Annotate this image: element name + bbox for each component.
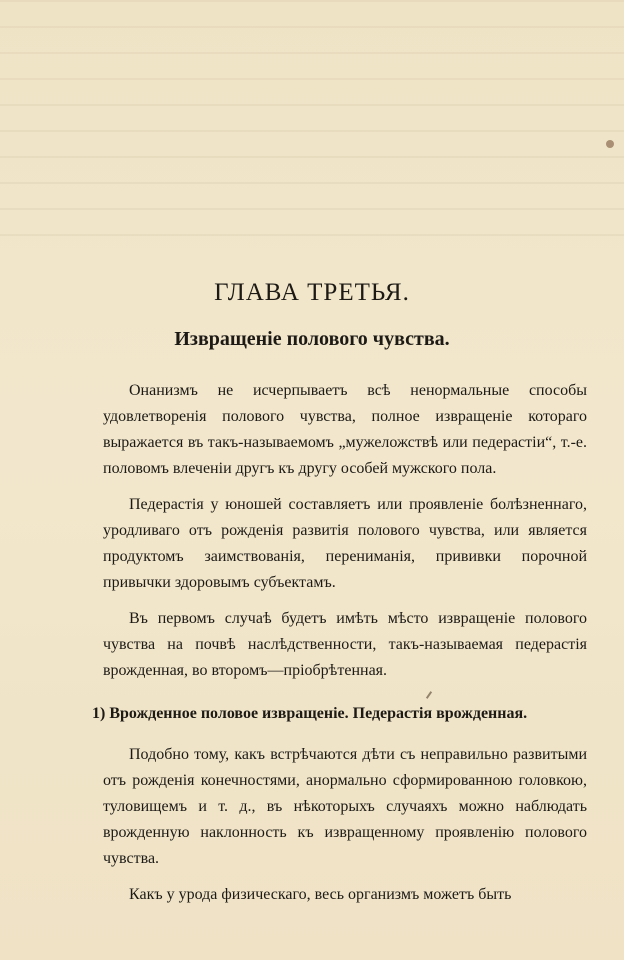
show-through-text — [0, 0, 624, 260]
chapter-title: Извращеніе полового чувства. — [174, 328, 450, 350]
paragraph-1: Онанизмъ не исчерпываетъ всѣ ненормальные способы удовлетворенія полового чувства, полное извращеніе котораго выражается въ такъ-называемомъ „мужеложствѣ или педерастіи“, т.-е. половомъ влеченіи другъ къ другу особей мужского пола. — [103, 382, 587, 477]
paragraph-5: Какъ у урода физическаго, весь организмъ можетъ быть — [129, 886, 512, 903]
paragraph-4: Подобно тому, какъ встрѣчаются дѣти съ неправильно развитыми отъ рожденія конечностями, анормально сформированною головкою, туловищемъ и т. д., въ нѣкоторыхъ случаяхъ можно наблюдать врожденную наклонность къ извращенному проявленію полового чувства. — [103, 746, 587, 867]
paragraph-2: Педерастія у юношей составляетъ или проявленіе болѣзненнаго, уродливаго отъ рожденія развитія полового чувства, или является продуктомъ заимствованія, перениманія, прививки порочной привычки здоровымъ субъектамъ. — [103, 496, 587, 591]
section-body — [103, 742, 587, 918]
paragraph-3: Въ первомъ случаѣ будетъ имѣть мѣсто извращеніе полового чувства на почвѣ наслѣдственности, такъ-называемая педерастія врожденная, во второмъ—пріобрѣтенная. — [103, 610, 587, 679]
paper-speck — [606, 140, 614, 148]
section-heading: 1) Врожденное половое извращеніе. Педерастія врожденная. — [92, 705, 528, 722]
chapter-body — [103, 378, 587, 694]
chapter-heading: ГЛАВА ТРЕТЬЯ. — [214, 279, 410, 306]
